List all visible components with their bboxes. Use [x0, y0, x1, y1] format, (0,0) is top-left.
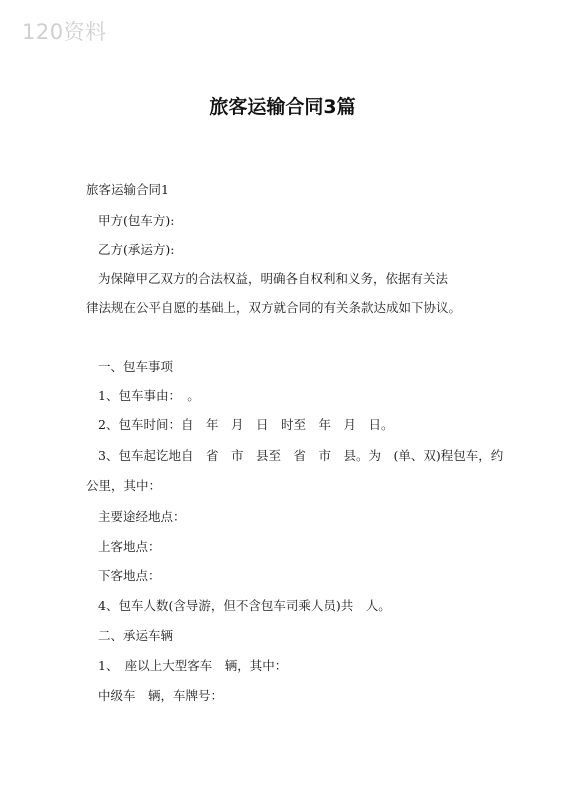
section-heading-contract-1: 旅客运输合同1 [86, 182, 169, 197]
clause-charter-time: 2、包车时间：自 年 月 日 时至 年 月 日。 [98, 417, 394, 432]
clause-boarding-point: 上客地点： [98, 539, 161, 554]
preamble-line-2: 律法规在公平自愿的基础上，双方就合同的有关条款达成如下协议。 [86, 300, 462, 315]
clause-main-stops: 主要途经地点： [98, 509, 186, 524]
heading-charter-matters: 一、包车事项 [98, 359, 174, 374]
party-a-label: 甲方(包车方): [98, 213, 175, 228]
preamble-line-1: 为保障甲乙双方的合法权益，明确各自权利和义务，依据有关法 [98, 271, 449, 286]
heading-carrier-vehicles: 二、承运车辆 [98, 628, 174, 643]
clause-charter-reason: 1、包车事由： 。 [98, 388, 200, 403]
document-title: 旅客运输合同3篇 [209, 96, 356, 118]
clause-passenger-count: 4、包车人数(含导游，但不含包车司乘人员)共 人。 [98, 598, 391, 613]
watermark-logo: 120资料 [22, 20, 107, 44]
clause-charter-route-cont: 公里，其中： [86, 478, 162, 493]
clause-charter-route: 3、包车起讫地自 省 市 县至 省 市 县。为 (单、双)程包车，约 [98, 448, 504, 463]
party-b-label: 乙方(承运方): [98, 242, 175, 257]
clause-vehicle-plate: 中级车 辆，车牌号： [98, 688, 224, 703]
clause-alighting-point: 下客地点： [98, 568, 161, 583]
clause-vehicle-seats: 1、 座以上大型客车 辆，其中： [98, 658, 288, 673]
